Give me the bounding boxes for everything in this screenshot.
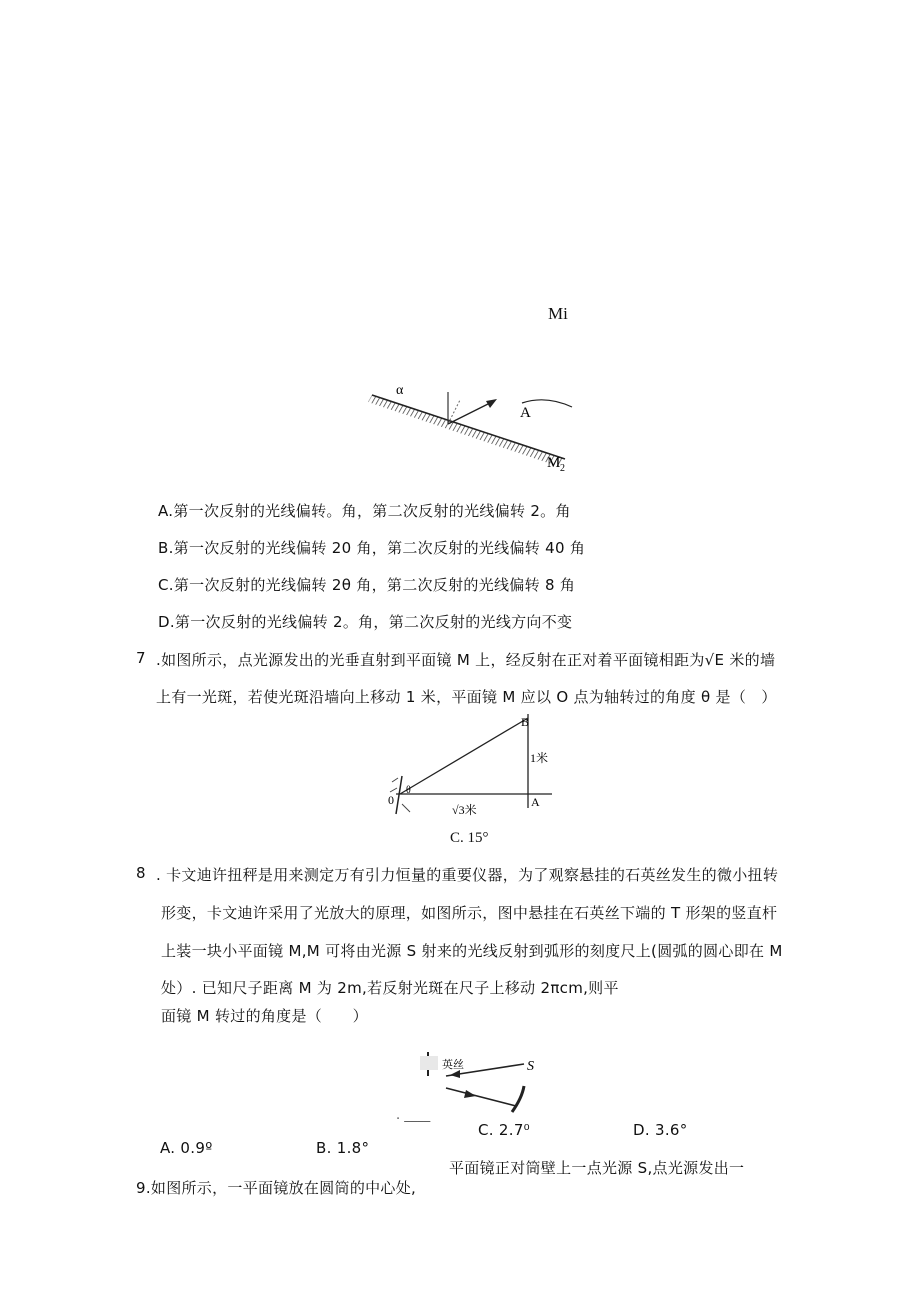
mirror-m bbox=[396, 776, 402, 814]
q9-line-right: 平面镜正对筒壁上一点光源 S,点光源发出一 bbox=[449, 1159, 745, 1177]
label-a: A bbox=[520, 405, 531, 421]
reflected-arrow bbox=[464, 1090, 476, 1098]
hypotenuse bbox=[400, 718, 528, 794]
top-label: Mi bbox=[548, 304, 568, 323]
mirror-hatching bbox=[368, 395, 565, 467]
q8-line-5: 面镜 M 转过的角度是（ ） bbox=[161, 1007, 368, 1025]
q8-line-3: 上装一块小平面镜 M,M 可将由光源 S 射来的光线反射到弧形的刻度尺上(圆弧的圆心即在 M bbox=[161, 942, 783, 960]
q6-option-d: D.第一次反射的光线偏转 2。角，第二次反射的光线方向不变 bbox=[158, 613, 573, 631]
q7-line-1: .如图所示，点光源发出的光垂直射到平面镜 M 上，经反射在正对着平面镜相距为√E 米的墙 bbox=[156, 651, 776, 669]
label-1m: 1米 bbox=[530, 751, 549, 765]
label-o: 0 bbox=[388, 793, 394, 807]
figure-q7-triangle bbox=[380, 708, 560, 823]
q7-option-c: C. 15° bbox=[450, 830, 489, 846]
q9-line-left: 9.如图所示，一平面镜放在圆筒的中心处, bbox=[136, 1179, 417, 1197]
arrow-head bbox=[486, 399, 497, 408]
arc-scale bbox=[512, 1086, 524, 1112]
q8-dashes: . ____ bbox=[396, 1108, 431, 1123]
label-alpha: α bbox=[396, 383, 404, 398]
q8-line-4: 处）. 已知尺子距离 M 为 2m,若反射光斑在尺子上移动 2πcm,则平 bbox=[161, 979, 619, 997]
label-sqrt3: √3米 bbox=[452, 803, 477, 817]
figure-q8-torsion bbox=[420, 1050, 550, 1120]
mirror-m2-surface bbox=[372, 395, 565, 459]
label-bg bbox=[420, 1056, 438, 1070]
incident-arrow bbox=[450, 1070, 460, 1078]
q6-option-c: C.第一次反射的光线偏转 2θ 角，第二次反射的光线偏转 8 角 bbox=[158, 576, 576, 594]
label-s: S bbox=[527, 1059, 534, 1074]
fiber-label: 英丝 bbox=[442, 1059, 464, 1071]
q8-line-1: . 卡文迪许扭秤是用来测定万有引力恒量的重要仪器，为了观察悬挂的石英丝发生的微小扭转 bbox=[156, 866, 779, 884]
label-theta: θ bbox=[406, 785, 411, 796]
label-m2-sub: 2 bbox=[560, 463, 565, 474]
q6-option-a: A.第一次反射的光线偏转。角，第二次反射的光线偏转 2。角 bbox=[158, 502, 571, 520]
q8-option-b: B. 1.8° bbox=[316, 1139, 370, 1157]
mirror-hatch-3 bbox=[402, 804, 410, 812]
q8-line-2: 形变，卡文迪许采用了光放大的原理，如图所示，图中悬挂在石英丝下端的 T 形架的竖直杆 bbox=[161, 904, 778, 922]
q8-option-d: D. 3.6° bbox=[633, 1121, 688, 1139]
label-a: A bbox=[531, 795, 540, 809]
mirror-hatch-1 bbox=[392, 778, 398, 782]
q8-option-c: C. 2.7⁰ bbox=[478, 1121, 530, 1139]
q7-line-2: 上有一光斑，若使光斑沿墙向上移动 1 米，平面镜 M 应以 O 点为轴转过的角度 θ 是（ ） bbox=[156, 688, 777, 706]
q6-option-b: B.第一次反射的光线偏转 20 角，第二次反射的光线偏转 40 角 bbox=[158, 539, 586, 557]
reflected-ray bbox=[448, 402, 492, 424]
q7-number: 7 bbox=[136, 649, 146, 667]
q8-number: 8 bbox=[136, 864, 146, 882]
label-m2: M bbox=[547, 455, 561, 471]
mirror-hatch-2 bbox=[390, 788, 397, 792]
reflected-ray bbox=[446, 1088, 516, 1106]
label-b: B bbox=[521, 715, 530, 729]
figure-mirror-m2 bbox=[360, 375, 590, 475]
q8-option-a: A. 0.9º bbox=[160, 1139, 213, 1157]
